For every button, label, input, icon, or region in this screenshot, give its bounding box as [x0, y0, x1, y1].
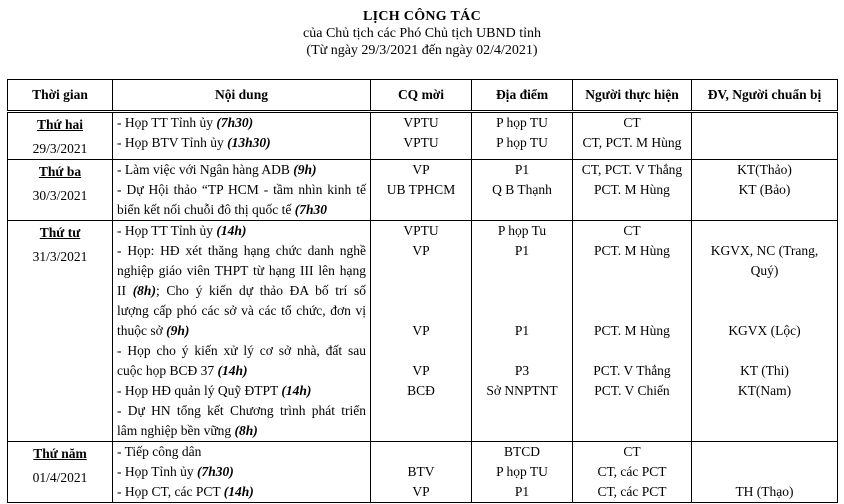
item-time: (13h30) — [227, 135, 271, 150]
item-inviter: VP — [412, 243, 430, 258]
item-person: PCT. M Hùng — [594, 243, 670, 258]
item-inviter — [375, 442, 467, 462]
item-prep: KT(Nam) — [737, 383, 792, 398]
item-prep: KGVX (Lộc) — [728, 323, 801, 338]
item-prep — [696, 221, 833, 241]
item-prep: KT (Bảo) — [738, 182, 791, 197]
col-header-content: Nội dung — [113, 80, 371, 112]
item-prep: TH (Thạo) — [735, 484, 794, 499]
item-prep: KT (Thi) — [740, 363, 789, 378]
content-item: - Họp cho ý kiến xử lý cơ sở nhà, đất sau cuộc họp BCĐ 37 (14h) — [117, 343, 366, 378]
person-cell — [573, 221, 692, 442]
item-person: CT — [623, 115, 641, 130]
place-cell — [472, 112, 573, 160]
item-person: CT, PCT. V Thắng — [581, 162, 683, 177]
item-prep — [696, 442, 833, 462]
item-person: CT, các PCT — [597, 484, 667, 499]
item-prep: KT(Thảo) — [737, 162, 792, 177]
day-cell — [8, 112, 113, 160]
item-inviter: VP — [412, 162, 430, 177]
day-name: Thứ tư — [39, 225, 81, 240]
item-prep — [696, 133, 833, 153]
place-cell — [472, 442, 573, 503]
item-inviter: VP — [412, 363, 430, 378]
content-item: - Họp TT Tỉnh ủy (7h30) — [117, 115, 254, 130]
prep-cell — [692, 112, 838, 160]
item-place: P1 — [514, 162, 530, 177]
item-place: P họp TU — [496, 464, 548, 479]
day-cell — [8, 221, 113, 442]
date-range: (Từ ngày 29/3/2021 đến ngày 02/4/2021) — [306, 43, 538, 58]
col-header-place: Địa điểm — [472, 80, 573, 112]
item-person: PCT. V Chiến — [594, 383, 670, 398]
content-item: - Họp TT Tỉnh ủy (14h) — [117, 223, 247, 238]
day-name: Thứ ba — [38, 164, 82, 179]
item-person: CT — [623, 444, 641, 459]
content-cell — [113, 160, 371, 221]
item-inviter: VP — [412, 323, 430, 338]
item-inviter: BTV — [407, 464, 435, 479]
item-place: P1 — [514, 323, 530, 338]
content-item: - Làm việc với Ngân hàng ADB (9h) — [117, 162, 317, 177]
item-inviter: UB TPHCM — [386, 182, 456, 197]
item-time: (7h30) — [216, 115, 254, 130]
item-time: (8h) — [132, 283, 156, 298]
page-title: LỊCH CÔNG TÁC — [363, 9, 481, 24]
item-place: P họp TU — [496, 115, 548, 130]
col-header-prep: ĐV, Người chuẩn bị — [692, 80, 838, 112]
item-prep — [696, 462, 833, 482]
item-prep — [696, 113, 833, 133]
day-cell — [8, 442, 113, 503]
item-prep: KGVX, NC (Trang, Quý) — [710, 243, 819, 278]
item-inviter: VPTU — [403, 135, 439, 150]
item-time: (9h) — [166, 323, 190, 338]
page-subtitle: của Chủ tịch các Phó Chủ tịch UBND tỉnh — [303, 26, 541, 41]
item-inviter: BCĐ — [407, 383, 435, 398]
item-person: CT — [623, 223, 641, 238]
prep-cell — [692, 221, 838, 442]
prep-cell — [692, 442, 838, 503]
item-time: (7h30) — [197, 464, 234, 479]
day-name: Thứ hai — [37, 117, 83, 132]
place-cell — [472, 221, 573, 442]
inviter-cell — [371, 221, 472, 442]
item-inviter: VP — [412, 484, 430, 499]
inviter-cell — [371, 442, 472, 503]
person-cell — [573, 160, 692, 221]
day-cell — [8, 160, 113, 221]
content-item: - Họp BTV Tỉnh ủy (13h30) — [117, 135, 271, 150]
place-cell — [472, 160, 573, 221]
item-place: P1 — [514, 243, 530, 258]
content-item: - Dự HN tổng kết Chương trình phát triển lâm nghiệp bền vững (8h) — [117, 403, 366, 438]
content-item: - Tiếp công dân — [117, 444, 202, 459]
inviter-cell — [371, 160, 472, 221]
item-person: PCT. V Thắng — [593, 363, 671, 378]
item-person: CT, PCT. M Hùng — [582, 135, 682, 150]
content-item: - Họp Tỉnh ủy (7h30) — [117, 464, 234, 479]
content-item: - Họp HĐ quản lý Quỹ ĐTPT (14h) — [117, 383, 312, 398]
content-cell — [113, 442, 371, 503]
item-place: P họp TU — [496, 135, 548, 150]
day-date: 01/4/2021 — [32, 470, 88, 485]
item-time: (14h) — [217, 363, 248, 378]
item-time: (8h) — [234, 423, 258, 438]
item-place: P1 — [514, 484, 530, 499]
item-person: PCT. M Hùng — [594, 323, 670, 338]
content-cell — [113, 221, 371, 442]
table-row — [8, 112, 838, 160]
item-inviter: VPTU — [403, 223, 439, 238]
col-header-time: Thời gian — [8, 80, 113, 112]
item-place: Sở NNPTNT — [486, 383, 558, 398]
table-row — [8, 160, 838, 221]
schedule-table — [7, 79, 838, 503]
day-name: Thứ năm — [33, 446, 87, 461]
day-date: 31/3/2021 — [32, 249, 88, 264]
item-person: PCT. M Hùng — [594, 182, 670, 197]
col-header-inviter: CQ mời — [371, 80, 472, 112]
item-place: P3 — [514, 363, 530, 378]
item-time: (14h) — [223, 484, 254, 499]
table-header-row — [8, 80, 838, 112]
content-cell — [113, 112, 371, 160]
item-place: P họp Tu — [497, 223, 547, 238]
prep-cell — [692, 160, 838, 221]
content-item: - Họp CT, các PCT (14h) — [117, 484, 254, 499]
day-date: 30/3/2021 — [32, 188, 88, 203]
person-cell — [573, 442, 692, 503]
person-cell — [573, 112, 692, 160]
item-person: CT, các PCT — [597, 464, 667, 479]
item-place: Q B Thạnh — [492, 182, 552, 197]
item-time: (7h30 — [294, 202, 327, 217]
inviter-cell — [371, 112, 472, 160]
item-inviter: VPTU — [403, 115, 439, 130]
item-place: BTCD — [503, 444, 540, 459]
item-time: (14h) — [281, 383, 312, 398]
item-time: (14h) — [216, 223, 247, 238]
content-item: - Họp: HĐ xét thăng hạng chức danh nghề nghiệp giáo viên THPT từ hạng III lên hạng II (8h); Cho ý kiến dự thảo ĐA bố trí số lượng cấp phó các sở và các tổ chức, đơn vị thuộc sở (9h) — [117, 243, 366, 338]
table-row — [8, 221, 838, 442]
content-item: - Dự Hội thảo “TP HCM - tầm nhìn kinh tế biển kết nối chuỗi đô thị quốc tế (7h30 — [117, 182, 366, 217]
col-header-person: Người thực hiện — [573, 80, 692, 112]
day-date: 29/3/2021 — [32, 141, 88, 156]
table-row — [8, 442, 838, 503]
item-time: (9h) — [293, 162, 317, 177]
